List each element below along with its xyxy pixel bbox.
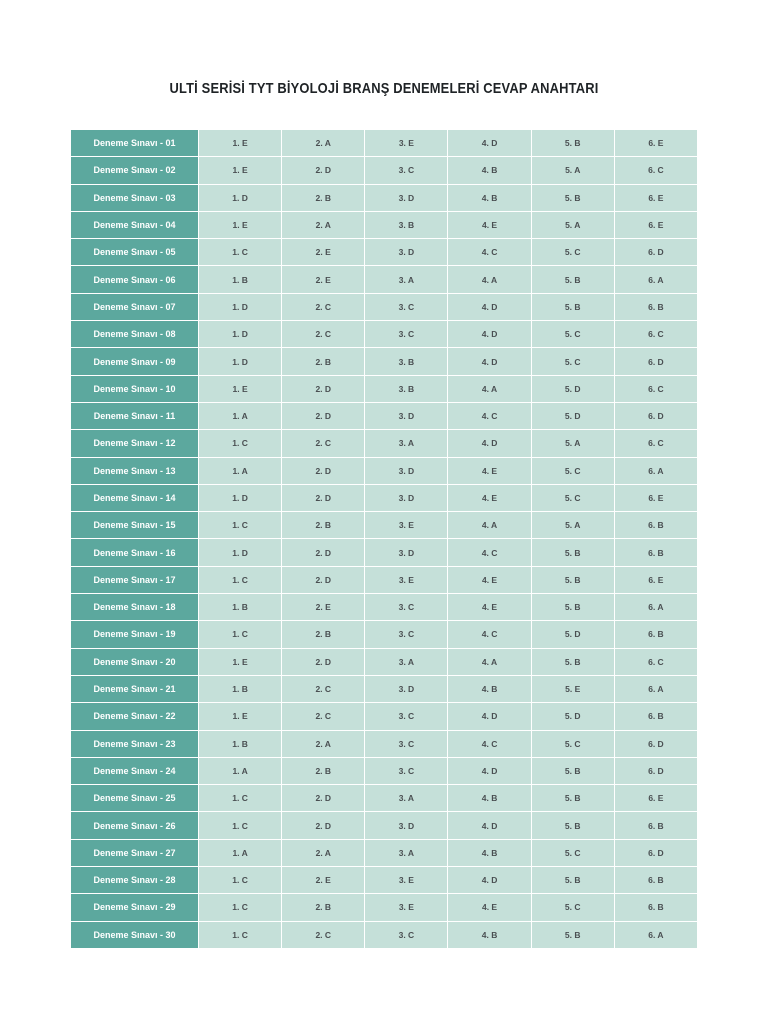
answer-cell: 4. D [448, 430, 531, 457]
table-row [71, 757, 698, 784]
table-row [71, 621, 698, 648]
answer-cell: 4. E [448, 594, 531, 621]
answer-cell: 4. B [448, 785, 531, 812]
answer-cell: 5. B [531, 648, 614, 675]
answer-cell: 4. C [448, 239, 531, 266]
answer-cell: 1. E [199, 648, 282, 675]
answer-cell: 2. B [282, 348, 365, 375]
table-row [71, 402, 698, 429]
exam-name-cell: Deneme Sınavı - 02 [71, 157, 199, 184]
answer-cell: 5. B [531, 785, 614, 812]
answer-cell: 4. C [448, 402, 531, 429]
table-row [71, 812, 698, 839]
answer-cell: 3. C [365, 157, 448, 184]
answer-cell: 1. C [199, 239, 282, 266]
answer-cell: 6. D [614, 239, 697, 266]
answer-cell: 3. A [365, 430, 448, 457]
answer-cell: 3. D [365, 402, 448, 429]
answer-cell: 2. A [282, 211, 365, 238]
answer-cell: 3. E [365, 512, 448, 539]
answer-cell: 4. A [448, 375, 531, 402]
answer-cell: 4. E [448, 894, 531, 921]
exam-name-cell: Deneme Sınavı - 30 [71, 921, 199, 948]
exam-name-cell: Deneme Sınavı - 28 [71, 867, 199, 894]
answer-cell: 2. C [282, 430, 365, 457]
answer-cell: 6. B [614, 621, 697, 648]
answer-cell: 4. E [448, 211, 531, 238]
table-row [71, 321, 698, 348]
answer-cell: 2. B [282, 621, 365, 648]
answer-cell: 4. D [448, 703, 531, 730]
answer-cell: 5. B [531, 867, 614, 894]
answer-cell: 5. D [531, 402, 614, 429]
answer-cell: 3. A [365, 648, 448, 675]
answer-cell: 4. D [448, 130, 531, 157]
table-row [71, 648, 698, 675]
answer-cell: 6. C [614, 375, 697, 402]
answer-cell: 2. D [282, 375, 365, 402]
table-row [71, 566, 698, 593]
table-row [71, 894, 698, 921]
table-row [71, 703, 698, 730]
exam-name-cell: Deneme Sınavı - 17 [71, 566, 199, 593]
answer-cell: 5. C [531, 730, 614, 757]
answer-cell: 5. D [531, 621, 614, 648]
exam-name-cell: Deneme Sınavı - 06 [71, 266, 199, 293]
exam-name-cell: Deneme Sınavı - 15 [71, 512, 199, 539]
answer-cell: 1. A [199, 757, 282, 784]
answer-cell: 1. C [199, 430, 282, 457]
answer-cell: 1. D [199, 293, 282, 320]
answer-cell: 2. B [282, 757, 365, 784]
answer-cell: 5. C [531, 894, 614, 921]
answer-cell: 4. C [448, 730, 531, 757]
answer-cell: 2. D [282, 484, 365, 511]
answer-cell: 5. D [531, 703, 614, 730]
answer-cell: 5. B [531, 293, 614, 320]
answer-cell: 1. E [199, 375, 282, 402]
exam-name-cell: Deneme Sınavı - 20 [71, 648, 199, 675]
answer-cell: 1. D [199, 484, 282, 511]
answer-cell: 2. A [282, 130, 365, 157]
answer-cell: 4. B [448, 839, 531, 866]
answer-cell: 6. A [614, 457, 697, 484]
answer-cell: 3. C [365, 730, 448, 757]
exam-name-cell: Deneme Sınavı - 12 [71, 430, 199, 457]
answer-cell: 2. D [282, 785, 365, 812]
answer-cell: 3. A [365, 839, 448, 866]
answer-cell: 4. D [448, 757, 531, 784]
table-row [71, 239, 698, 266]
answer-cell: 2. D [282, 539, 365, 566]
answer-cell: 4. E [448, 484, 531, 511]
answer-cell: 6. B [614, 867, 697, 894]
answer-cell: 6. A [614, 594, 697, 621]
answer-cell: 3. D [365, 484, 448, 511]
answer-cell: 4. D [448, 812, 531, 839]
answer-cell: 4. B [448, 921, 531, 948]
answer-cell: 6. A [614, 921, 697, 948]
table-row [71, 130, 698, 157]
answer-cell: 1. C [199, 921, 282, 948]
table-row [71, 348, 698, 375]
answer-cell: 2. B [282, 894, 365, 921]
answer-cell: 3. C [365, 921, 448, 948]
answer-cell: 5. B [531, 539, 614, 566]
table-row [71, 675, 698, 702]
answer-cell: 3. D [365, 539, 448, 566]
answer-cell: 1. B [199, 594, 282, 621]
answer-cell: 5. A [531, 512, 614, 539]
answer-cell: 4. E [448, 457, 531, 484]
exam-name-cell: Deneme Sınavı - 03 [71, 184, 199, 211]
page-title: ULTİ SERİSİ TYT BİYOLOJİ BRANŞ DENEMELERİ CEVAP ANAHTARI [169, 80, 599, 97]
answer-cell: 5. B [531, 130, 614, 157]
answer-cell: 4. B [448, 675, 531, 702]
answer-cell: 6. B [614, 703, 697, 730]
table-row [71, 839, 698, 866]
answer-cell: 1. D [199, 184, 282, 211]
answer-cell: 4. A [448, 266, 531, 293]
table-row [71, 184, 698, 211]
answer-cell: 6. E [614, 785, 697, 812]
answer-key-table [70, 129, 698, 949]
answer-cell: 3. B [365, 375, 448, 402]
answer-cell: 2. E [282, 594, 365, 621]
table-row [71, 484, 698, 511]
answer-cell: 2. D [282, 566, 365, 593]
table-row [71, 539, 698, 566]
exam-name-cell: Deneme Sınavı - 07 [71, 293, 199, 320]
table-row [71, 157, 698, 184]
answer-cell: 1. E [199, 157, 282, 184]
answer-cell: 2. C [282, 321, 365, 348]
exam-name-cell: Deneme Sınavı - 26 [71, 812, 199, 839]
answer-cell: 3. B [365, 211, 448, 238]
exam-name-cell: Deneme Sınavı - 22 [71, 703, 199, 730]
answer-cell: 5. A [531, 430, 614, 457]
answer-cell: 5. C [531, 348, 614, 375]
exam-name-cell: Deneme Sınavı - 21 [71, 675, 199, 702]
answer-cell: 3. E [365, 867, 448, 894]
answer-cell: 2. A [282, 730, 365, 757]
answer-cell: 6. C [614, 430, 697, 457]
answer-cell: 4. B [448, 184, 531, 211]
answer-cell: 1. C [199, 867, 282, 894]
answer-cell: 1. B [199, 730, 282, 757]
answer-cell: 3. E [365, 130, 448, 157]
exam-name-cell: Deneme Sınavı - 19 [71, 621, 199, 648]
answer-cell: 6. D [614, 757, 697, 784]
answer-cell: 5. B [531, 812, 614, 839]
answer-cell: 4. D [448, 293, 531, 320]
answer-cell: 1. C [199, 566, 282, 593]
answer-cell: 6. B [614, 293, 697, 320]
answer-cell: 3. D [365, 457, 448, 484]
answer-cell: 1. A [199, 839, 282, 866]
exam-name-cell: Deneme Sınavı - 25 [71, 785, 199, 812]
answer-cell: 3. C [365, 321, 448, 348]
exam-name-cell: Deneme Sınavı - 11 [71, 402, 199, 429]
answer-cell: 1. B [199, 675, 282, 702]
answer-cell: 5. C [531, 484, 614, 511]
answer-cell: 1. C [199, 512, 282, 539]
answer-cell: 5. C [531, 239, 614, 266]
exam-name-cell: Deneme Sınavı - 09 [71, 348, 199, 375]
answer-cell: 2. D [282, 812, 365, 839]
answer-cell: 5. E [531, 675, 614, 702]
table-row [71, 375, 698, 402]
answer-cell: 5. C [531, 839, 614, 866]
answer-cell: 2. C [282, 703, 365, 730]
answer-cell: 4. D [448, 321, 531, 348]
answer-cell: 5. B [531, 566, 614, 593]
exam-name-cell: Deneme Sınavı - 29 [71, 894, 199, 921]
table-row [71, 430, 698, 457]
table-row [71, 266, 698, 293]
answer-cell: 3. D [365, 675, 448, 702]
answer-cell: 3. C [365, 621, 448, 648]
answer-cell: 1. C [199, 621, 282, 648]
exam-name-cell: Deneme Sınavı - 23 [71, 730, 199, 757]
answer-cell: 2. D [282, 648, 365, 675]
exam-name-cell: Deneme Sınavı - 16 [71, 539, 199, 566]
answer-cell: 1. A [199, 402, 282, 429]
answer-cell: 1. E [199, 703, 282, 730]
answer-cell: 4. D [448, 348, 531, 375]
answer-cell: 5. A [531, 211, 614, 238]
answer-cell: 1. B [199, 266, 282, 293]
answer-cell: 4. A [448, 648, 531, 675]
answer-cell: 3. C [365, 757, 448, 784]
answer-cell: 6. E [614, 184, 697, 211]
answer-cell: 2. C [282, 675, 365, 702]
table-row [71, 867, 698, 894]
answer-cell: 3. D [365, 239, 448, 266]
answer-cell: 4. E [448, 566, 531, 593]
answer-cell: 6. B [614, 539, 697, 566]
answer-cell: 3. B [365, 348, 448, 375]
answer-cell: 1. D [199, 348, 282, 375]
answer-cell: 2. C [282, 293, 365, 320]
exam-name-cell: Deneme Sınavı - 04 [71, 211, 199, 238]
answer-cell: 6. E [614, 566, 697, 593]
answer-cell: 2. B [282, 512, 365, 539]
table-row [71, 512, 698, 539]
table-row [71, 921, 698, 948]
answer-cell: 6. B [614, 894, 697, 921]
answer-cell: 6. C [614, 157, 697, 184]
answer-cell: 2. E [282, 239, 365, 266]
exam-name-cell: Deneme Sınavı - 01 [71, 130, 199, 157]
answer-cell: 6. B [614, 512, 697, 539]
answer-cell: 6. B [614, 812, 697, 839]
table-row [71, 293, 698, 320]
answer-cell: 6. A [614, 266, 697, 293]
table-row [71, 457, 698, 484]
exam-name-cell: Deneme Sınavı - 24 [71, 757, 199, 784]
answer-cell: 3. A [365, 266, 448, 293]
table-row [71, 594, 698, 621]
answer-cell: 6. A [614, 675, 697, 702]
answer-cell: 6. D [614, 348, 697, 375]
answer-cell: 2. C [282, 921, 365, 948]
exam-name-cell: Deneme Sınavı - 10 [71, 375, 199, 402]
answer-key-body [71, 130, 698, 949]
answer-cell: 6. D [614, 839, 697, 866]
answer-cell: 2. D [282, 457, 365, 484]
answer-cell: 3. E [365, 566, 448, 593]
answer-cell: 1. D [199, 539, 282, 566]
exam-name-cell: Deneme Sınavı - 14 [71, 484, 199, 511]
answer-cell: 6. C [614, 321, 697, 348]
answer-cell: 3. C [365, 703, 448, 730]
answer-cell: 4. C [448, 621, 531, 648]
answer-cell: 2. A [282, 839, 365, 866]
answer-cell: 5. C [531, 457, 614, 484]
table-row [71, 785, 698, 812]
table-row [71, 211, 698, 238]
answer-cell: 2. E [282, 266, 365, 293]
answer-cell: 1. C [199, 812, 282, 839]
answer-cell: 2. B [282, 184, 365, 211]
answer-cell: 5. B [531, 184, 614, 211]
answer-cell: 5. B [531, 921, 614, 948]
answer-cell: 1. A [199, 457, 282, 484]
answer-cell: 1. C [199, 785, 282, 812]
exam-name-cell: Deneme Sınavı - 13 [71, 457, 199, 484]
answer-cell: 1. E [199, 211, 282, 238]
answer-cell: 1. C [199, 894, 282, 921]
answer-cell: 3. C [365, 293, 448, 320]
answer-cell: 6. D [614, 402, 697, 429]
answer-cell: 1. D [199, 321, 282, 348]
answer-cell: 1. E [199, 130, 282, 157]
exam-name-cell: Deneme Sınavı - 27 [71, 839, 199, 866]
answer-cell: 5. A [531, 157, 614, 184]
answer-cell: 6. E [614, 484, 697, 511]
answer-cell: 3. D [365, 184, 448, 211]
exam-name-cell: Deneme Sınavı - 08 [71, 321, 199, 348]
answer-cell: 5. B [531, 594, 614, 621]
answer-cell: 5. C [531, 321, 614, 348]
answer-cell: 5. B [531, 757, 614, 784]
answer-cell: 4. A [448, 512, 531, 539]
answer-cell: 6. E [614, 211, 697, 238]
answer-cell: 4. D [448, 867, 531, 894]
answer-cell: 4. B [448, 157, 531, 184]
answer-cell: 6. E [614, 130, 697, 157]
exam-name-cell: Deneme Sınavı - 05 [71, 239, 199, 266]
answer-cell: 6. D [614, 730, 697, 757]
answer-cell: 5. B [531, 266, 614, 293]
answer-cell: 6. C [614, 648, 697, 675]
answer-cell: 3. E [365, 894, 448, 921]
answer-cell: 2. E [282, 867, 365, 894]
answer-cell: 4. C [448, 539, 531, 566]
answer-cell: 3. D [365, 812, 448, 839]
answer-cell: 2. D [282, 402, 365, 429]
table-row [71, 730, 698, 757]
answer-cell: 3. C [365, 594, 448, 621]
answer-cell: 5. D [531, 375, 614, 402]
answer-cell: 3. A [365, 785, 448, 812]
exam-name-cell: Deneme Sınavı - 18 [71, 594, 199, 621]
answer-cell: 2. D [282, 157, 365, 184]
